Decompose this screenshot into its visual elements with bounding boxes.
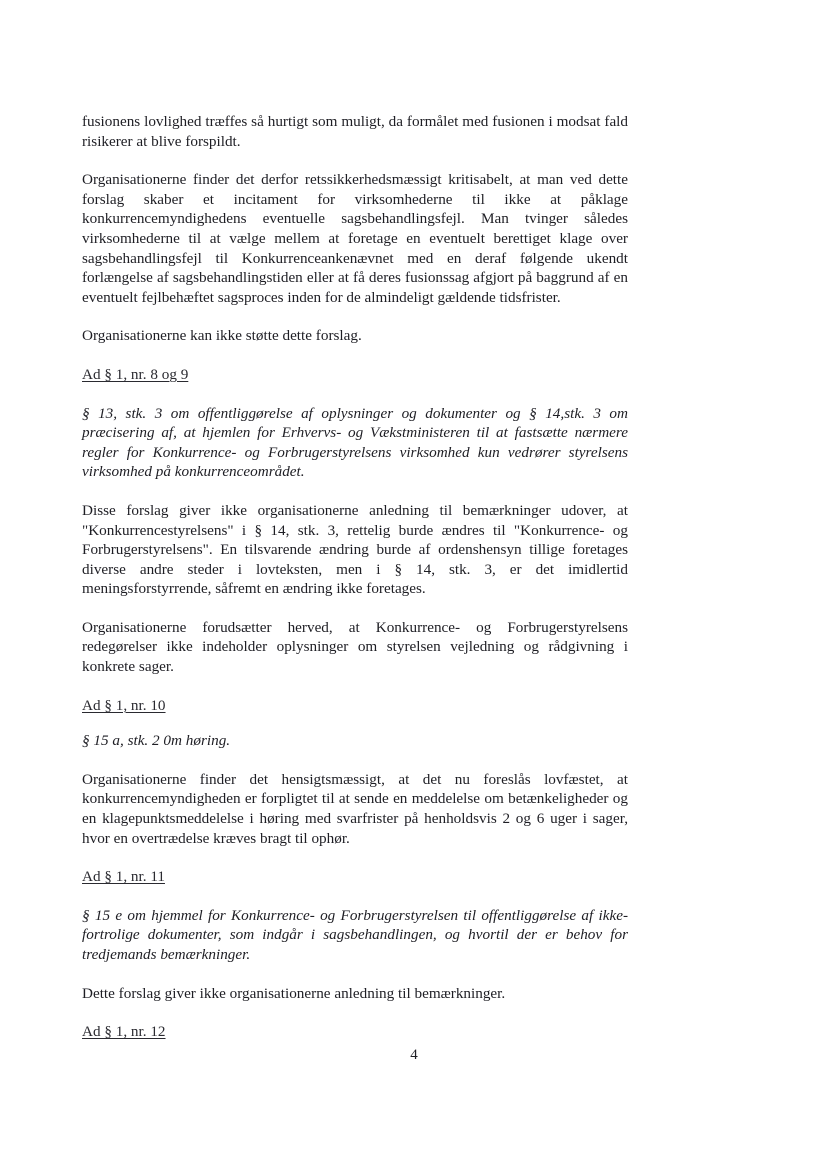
paragraph-section-13-14-summary: § 13, stk. 3 om offentliggørelse af oplysninger og dokumenter og § 14,stk. 3 om præcisering af, at hjemlen for Erhvervs- og Vækstministeren til at fastsætte nærmere regler for Konkurrence- og Forbrugerstyrelsens virksomhed kun vedrører styrelsens virksomhed på konkurrenceområdet. xyxy=(82,404,628,481)
paragraph-no-remarks: Dette forslag giver ikke organisationerne anledning til bemærkninger. xyxy=(82,984,506,1002)
page-number: 4 xyxy=(410,1047,418,1063)
section-heading-nr-8-9: Ad § 1, nr. 8 og 9 xyxy=(82,365,189,383)
paragraph-no-support: Organisationerne kan ikke støtte dette forslag. xyxy=(82,327,362,345)
paragraph-fusion-legality: fusionens lovlighed træffes så hurtigt som muligt, da formålet med fusionen i modsat fald risikerer at blive forspildt. xyxy=(82,113,628,150)
paragraph-hearing-remark: Organisationerne finder det hensigtsmæssigt, at det nu foreslås lovfæstet, at konkurrencemyndigheden er forpligtet til at sende en meddelelse om betænkeligheder og en klagepunktsmeddelelse i høring med svarfrister på henholdsvis 2 og 6 uger i sager, hvor en overtrædelse kræves bragt til ophør. xyxy=(82,770,628,847)
paragraph-reports-assumption: Organisationerne forudsætter herved, at Konkurrence- og Forbrugerstyrelsens redegørelser ikke indeholder oplysninger om styrelsen vejledning og rådgivning i konkrete sager. xyxy=(82,618,628,676)
paragraph-section-15e-summary: § 15 e om hjemmel for Konkurrence- og Forbrugerstyrelsen til offentliggørelse af ikke-fortrolige dokumenter, som indgår i sagsbehandlingen, og hvortil der er behov for tredjemands bemærkninger. xyxy=(82,906,628,963)
section-heading-nr-11: Ad § 1, nr. 11 xyxy=(82,868,165,886)
section-heading-nr-10: Ad § 1, nr. 10 xyxy=(82,696,166,714)
paragraph-naming-remark: Disse forslag giver ikke organisationerne anledning til bemærkninger udover, at "Konkurrencestyrelsens" i § 14, stk. 3, rettelig burde ændres til "Konkurrence- og Forbrugerstyrelsens". En tilsvarende ændring burde af ordenshensyn tillige foretages diverse andre steder i lovteksten, men i § 14, stk. 3, er det imidlertid meningsforstyrrende, såfremt en ændring ikke foretages. xyxy=(82,501,628,598)
section-heading-nr-12: Ad § 1, nr. 12 xyxy=(82,1023,166,1041)
paragraph-legal-certainty-critique: Organisationerne finder det derfor retssikkerhedsmæssigt kritisabelt, at man ved dette forslag skaber et incitament for virksomhederne til ikke at påklage konkurrencemyndighedens eventuelle sagsbehandlingsfejl. Man tvinger således virksomhederne til at vælge mellem at foretage en eventuelt berettiget klage over sagsbehandlingsfejl til Konkurrenceankenævnet med en deraf følgende ukendt forlængelse af sagsbehandlingstiden eller at få deres fusionssag afgjort på baggrund af en eventuelt fejlbehæftet sagsproces inden for de almindeligt gældende tidsfrister. xyxy=(82,171,628,306)
document-body xyxy=(82,112,628,1042)
paragraph-section-15a-summary: § 15 a, stk. 2 0m høring. xyxy=(82,732,231,750)
